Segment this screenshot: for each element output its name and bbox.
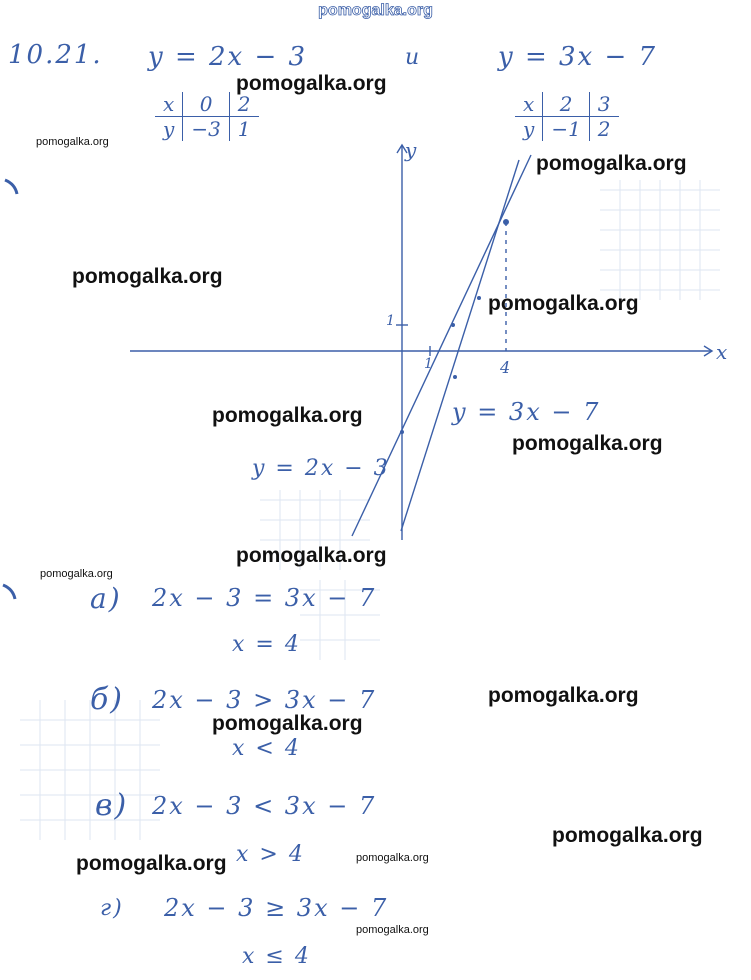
watermark: pomogalka.org (236, 544, 387, 567)
watermark: pomogalka.org (512, 432, 663, 455)
x-tick-label-1: 1 (424, 356, 435, 372)
watermark: pomogalka.org (236, 72, 387, 95)
watermark: pomogalka.org (36, 136, 109, 148)
equation-1: y = 2x − 3 (148, 42, 308, 72)
table2-cell: −1 (543, 117, 589, 142)
table1-cell: 1 (229, 117, 258, 142)
y-tick-label: 1 (386, 313, 397, 329)
line-2 (401, 160, 519, 531)
margin-mark (5, 180, 17, 194)
watermark: pomogalka.org (356, 852, 429, 864)
part-a-label: а) (90, 582, 122, 615)
part-a-equation: 2x − 3 = 3x − 7 (152, 584, 377, 612)
table2-header-x: x (515, 92, 543, 117)
x-axis-label: x (716, 340, 730, 364)
watermark: pomogalka.org (552, 824, 703, 847)
point (451, 323, 455, 327)
watermark: pomogalka.org (212, 404, 363, 427)
line-2-label: y = 3x − 7 (452, 398, 601, 426)
part-v-result: x > 4 (236, 842, 305, 867)
watermark: pomogalka.org (488, 684, 639, 707)
watermark: pomogalka.org (212, 712, 363, 735)
point (453, 375, 457, 379)
y-axis-label: y (405, 138, 419, 162)
part-g-equation: 2x − 3 ≥ 3x − 7 (164, 894, 389, 922)
watermark: pomogalka.org (356, 924, 429, 936)
watermark: pomogalka.org (72, 265, 223, 288)
watermark: pomogalka.org (536, 152, 687, 175)
part-b-equation: 2x − 3 > 3x − 7 (152, 686, 377, 714)
intersection-point (503, 219, 509, 225)
watermark: pomogalka.org (488, 292, 639, 315)
table2-cell: 3 (589, 92, 618, 117)
table1-cell: 2 (229, 92, 258, 117)
table1-header-x: x (155, 92, 183, 117)
table1-cell: 0 (183, 92, 229, 117)
x-tick-label-4: 4 (500, 358, 513, 377)
table2-cell: 2 (543, 92, 589, 117)
table2-header-y: y (523, 117, 535, 141)
part-g-label: г) (100, 896, 124, 921)
top-watermark: pomogalka.org (318, 2, 433, 19)
part-b-result: x < 4 (232, 736, 301, 761)
point (477, 296, 481, 300)
point (400, 430, 404, 434)
table1-header-y: y (163, 117, 175, 141)
conjunction: и (405, 45, 422, 70)
part-v-equation: 2x − 3 < 3x − 7 (152, 792, 377, 820)
problem-number: 10.21. (8, 40, 103, 70)
line-1-label: y = 2x − 3 (252, 456, 390, 481)
watermark: pomogalka.org (40, 568, 113, 580)
part-g-result: x ≤ 4 (242, 944, 311, 969)
watermark: pomogalka.org (76, 852, 227, 875)
table1-cell: −3 (183, 117, 229, 142)
part-b-label: б) (90, 682, 125, 717)
part-v-label: в) (95, 788, 129, 823)
equation-2: y = 3x − 7 (498, 42, 658, 72)
margin-mark (3, 585, 15, 599)
part-a-result: x = 4 (232, 632, 301, 657)
table2-cell: 2 (589, 117, 618, 142)
